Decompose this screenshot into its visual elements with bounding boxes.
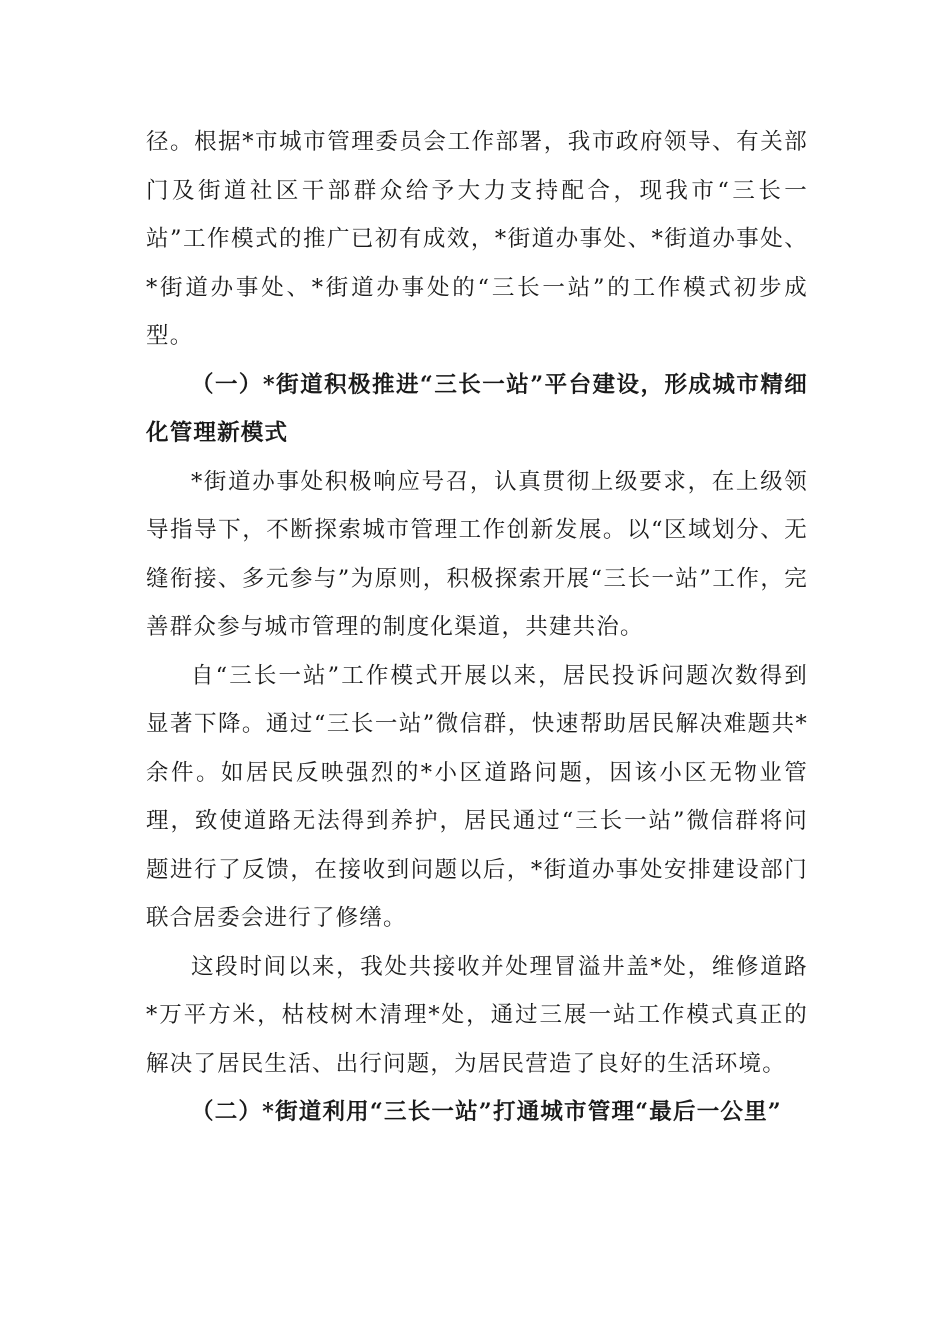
- section-heading-1: （一）*街道积极推进“三长一站”平台建设，形成城市精细化管理新模式: [146, 371, 808, 446]
- paragraph-platform-building: *街道办事处积极响应号召，认真贯彻上级要求，在上级领导指导下，不断探索城市管理工作创新发展。以“区域划分、无缝衔接、多元参与”为原则，积极探索开展“三长一站”工作，完善群众参与城市管理的制度化渠道，共建共治。: [146, 468, 808, 640]
- paragraph-work-results: 这段时间以来，我处共接收并处理冒溢井盖*处，维修道路*万平方米，枯枝树木清理*处，通过三展一站工作模式真正的解决了居民生活、出行问题，为居民营造了良好的生活环境。: [146, 953, 808, 1077]
- document-body: [146, 118, 808, 1137]
- paragraph-intro-continuation: 径。根据*市城市管理委员会工作部署，我市政府领导、有关部门及街道社区干部群众给予大力支持配合，现我市“三长一站”工作模式的推广已初有成效，*街道办事处、*街道办事处、*街道办事处、*街道办事处的“三长一站”的工作模式初步成型。: [146, 129, 808, 349]
- paragraph-complaints-decline: 自“三长一站”工作模式开展以来，居民投诉问题次数得到显著下降。通过“三长一站”微信群，快速帮助居民解决难题共*余件。如居民反映强烈的*小区道路问题，因该小区无物业管理，致使道路无法得到养护，居民通过“三长一站”微信群将问题进行了反馈，在接收到问题以后，*街道办事处安排建设部门联合居委会进行了修缮。: [146, 662, 808, 931]
- section-heading-2: （二）*街道利用“三长一站”打通城市管理“最后一公里”: [191, 1099, 782, 1125]
